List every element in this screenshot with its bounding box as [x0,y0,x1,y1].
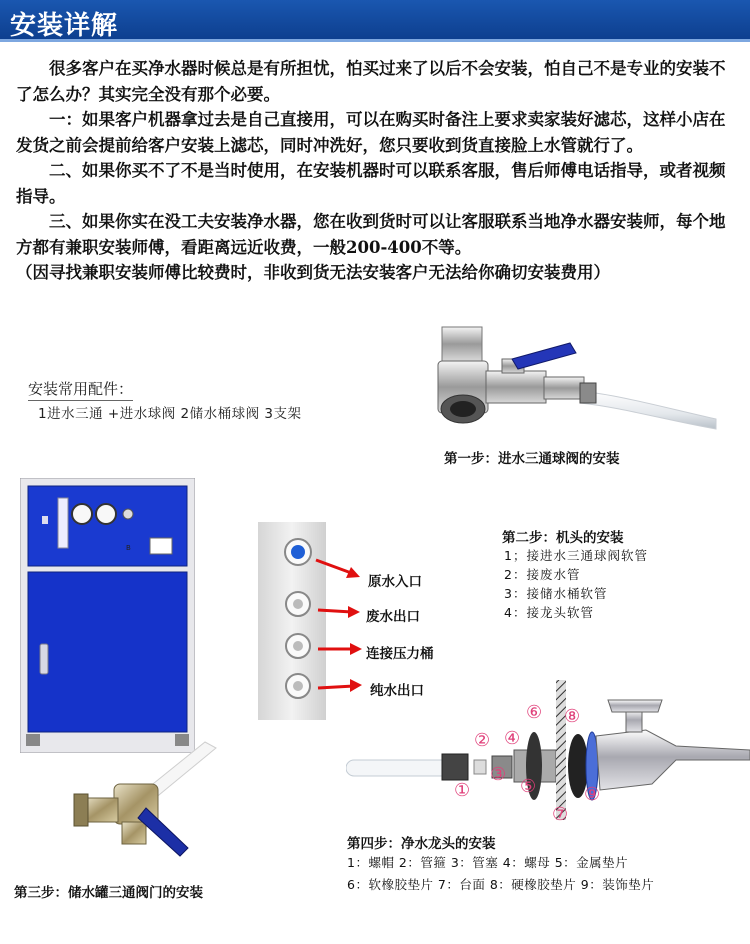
intro-text [16,56,738,286]
marker-1: ① [454,780,471,801]
step4-legend-line-2: 6：软橡胶垫片 7：台面 8：硬橡胶垫片 9：装饰垫片 [347,877,655,892]
step2-item-2: 2：接废水管 [504,567,581,582]
port-fitting-raw [285,539,311,565]
intro-paragraph-4: 三、如果你实在没工夫安装净水器，您在收到货时可以让客服联系当地净水器安装师，每个地方都有兼职安装师傅，看距离远近收费，一般200-400不等。 [16,212,726,257]
intro-paragraph-1: 很多客户在买净水器时候总是有所担忧，怕买过来了以后不会安装，怕自己不是专业的安装不了怎么办？其实完全没有那个必要。 [16,59,726,104]
port-label-raw-inlet: 原水入口 [368,574,422,590]
marker-4: ④ [504,728,521,749]
step2-item-3: 3：接储水桶软管 [504,586,608,601]
step4-caption: 第四步：净水龙头的安装 [347,836,496,852]
step4-legend-line-1: 1：螺帽 2：管箍 3：管塞 4：螺母 5：金属垫片 [347,855,629,870]
marker-2: ② [474,730,491,751]
section-title: 安装详解 [10,11,119,41]
section-header [0,0,750,42]
port-label-waste-outlet: 废水出口 [366,609,420,625]
step2-item-1: 1；接进水三通球阀软管 [504,548,648,563]
port-label-pure-outlet: 纯水出口 [370,683,424,699]
port-label-pressure-tank: 连接压力桶 [366,646,434,662]
marker-7: ⑦ [552,804,569,825]
port-fitting-pure [286,674,310,698]
step1-caption: 第一步：进水三通球阀的安装 [444,451,620,467]
faucet-part-markers [346,680,750,830]
intro-note: （因寻找兼职安装师傅比较费时，非收到货无法安装客户无法给你确切安装费用） [16,263,610,282]
step2-caption: 第二步：机头的安装 [502,530,624,546]
step4-legend [347,852,654,896]
step2-list [504,546,648,622]
tank-valve-illustration [70,738,220,880]
step3-caption: 第三步：储水罐三通阀门的安装 [14,885,203,901]
arrow-waste-outlet [318,610,352,612]
tee-valve-illustration [420,325,720,435]
marker-8: ⑧ [564,706,581,727]
marker-6: ⑥ [526,702,543,723]
machine-panel-label: B [126,544,131,552]
marker-3: ③ [490,764,507,785]
arrow-raw-inlet [316,560,354,574]
intro-paragraph-2: 一：如果客户机器拿过去是自己直接用，可以在购买时备注上要求卖家装好滤芯，这样小店在发货之前会提前给客户安装上滤芯，同时冲洗好，您只要收到货直接脸上水管就行了。 [16,110,726,155]
port-fitting-waste [286,592,310,616]
marker-5: ⑤ [520,776,537,797]
port-fitting-tank [286,634,310,658]
step2-item-4: 4：接龙头软管 [504,605,594,620]
water-purifier-machine [20,478,195,753]
intro-paragraph-3: 二、如果你买不了不是当时使用，在安装机器时可以联系客服，售后师傅电话指导，或者视频指导。 [16,161,726,206]
marker-9: ⑨ [584,784,601,805]
parts-title: 安装常用配件： [28,378,133,401]
parts-list: 1进水三通 +进水球阀 2储水桶球阀 3支架 [38,406,302,422]
